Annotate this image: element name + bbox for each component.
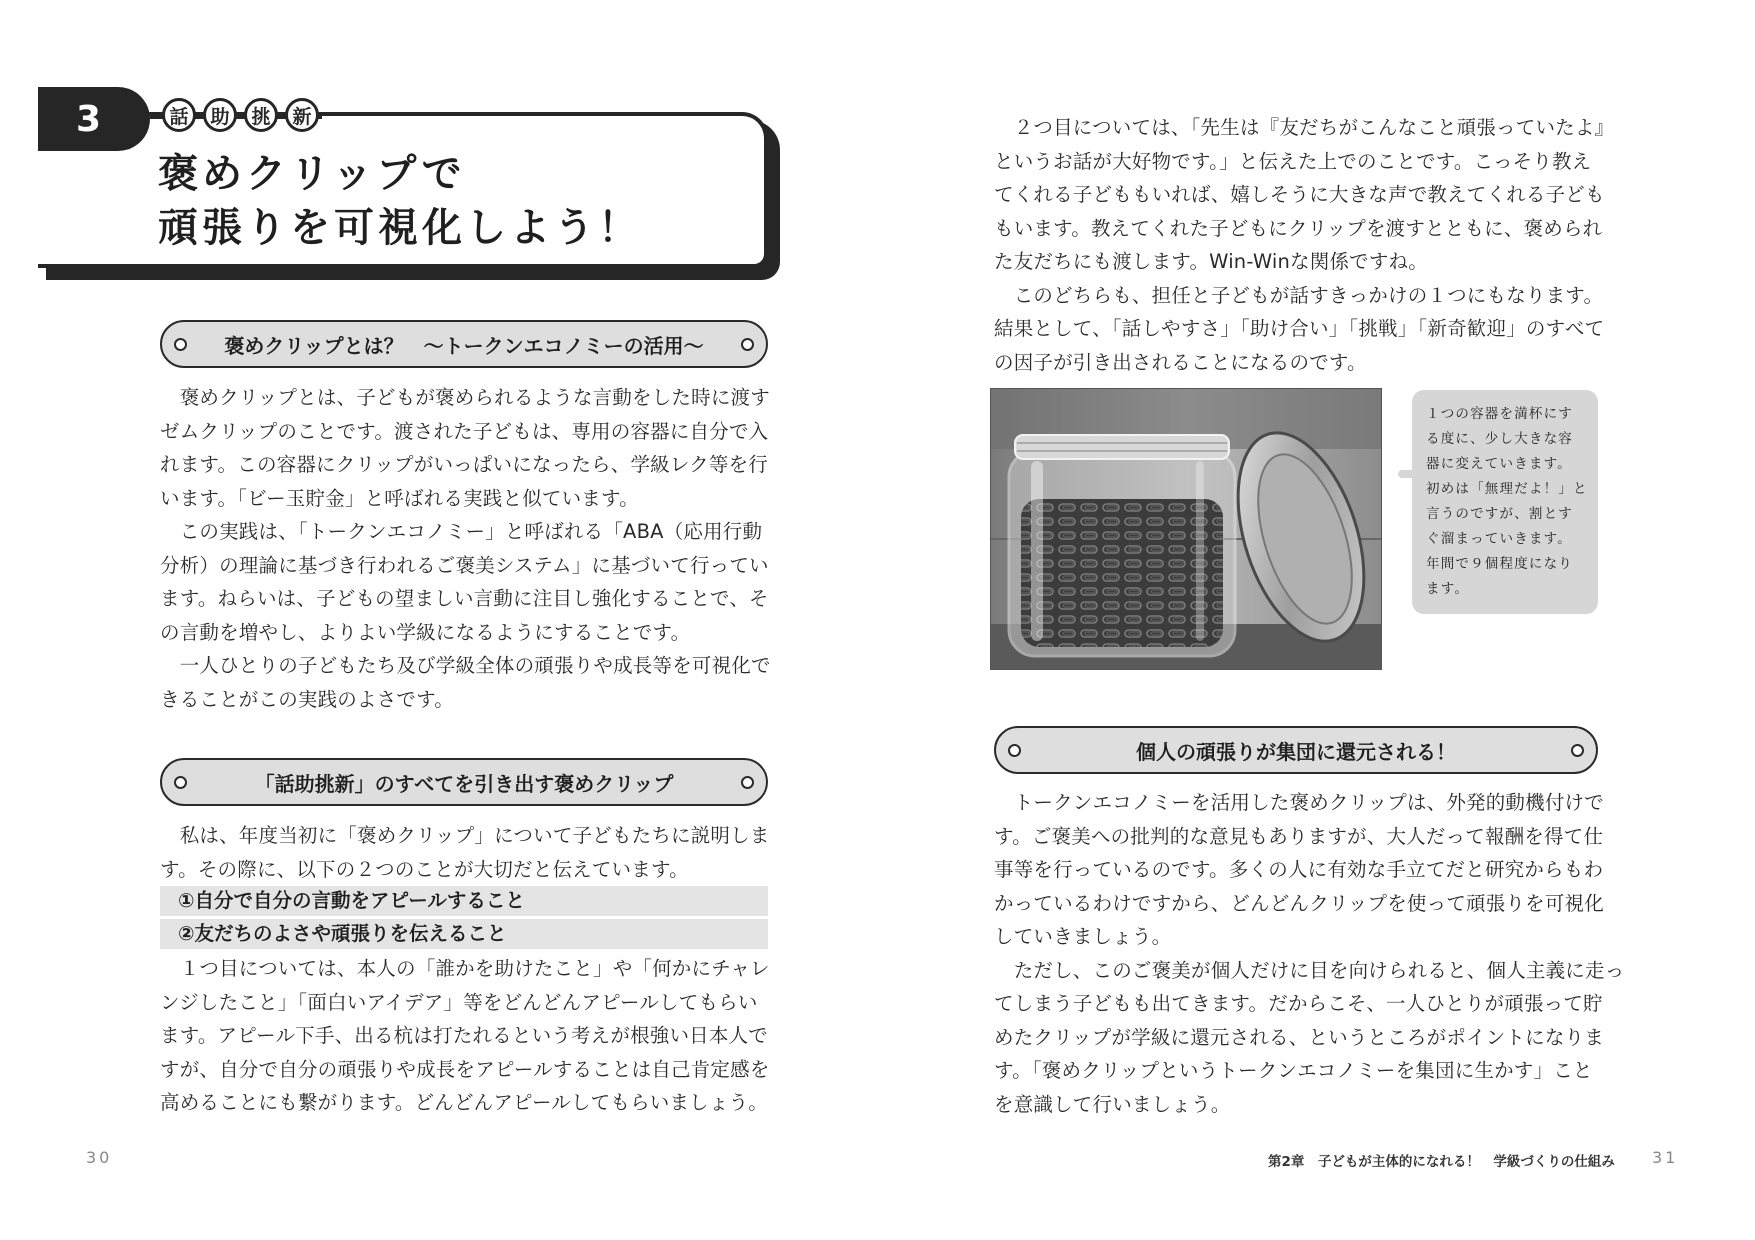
page-title-line-2: 頑張りを可視化しよう！	[158, 205, 642, 251]
text-line: 高めることにも繋がります。どんどんアピールしてもらいましょう。	[160, 1091, 768, 1114]
text-line: す。ご褒美への批判的な意見もありますが、大人だって報酬を得て仕	[994, 824, 1604, 848]
text-line: す。その際に、以下の２つのことが大切だと伝えています。	[160, 857, 689, 881]
tag-help: 助	[203, 98, 237, 132]
section-1-body	[160, 381, 771, 716]
caption-line: 器に変えていきます。	[1426, 456, 1572, 472]
text-line: 一人ひとりの子どもたち及び学級全体の頑張りや成長等を可視化で	[160, 654, 771, 677]
caption-line: 初めは「無理だよ！」と	[1426, 481, 1588, 497]
text-line: していきましょう。	[994, 925, 1172, 948]
jar-illustration	[991, 389, 1382, 670]
caption-line: ぐ溜まっていきます。	[1426, 531, 1572, 547]
text-line: この実践は、「トークンエコノミー」と呼ばれる「ABA（応用行動	[160, 520, 763, 543]
point-2: ②友だちのよさや頑張りを伝えること	[160, 919, 768, 949]
section-2-intro	[160, 819, 770, 886]
caption-line: ます。	[1426, 581, 1470, 597]
photo-caption	[1412, 390, 1598, 614]
section-heading-2	[160, 758, 768, 806]
right-top-body	[994, 111, 1614, 379]
text-line: 私は、年度当初に「褒めクリップ」について子どもたちに説明しま	[160, 824, 770, 847]
text-line: 事等を行っているのです。多くの人に有効な手立てだと研究からもわ	[994, 858, 1604, 881]
text-line: めたクリップが学級に還元される、というところがポイントになりま	[994, 1025, 1604, 1049]
text-line: ゼムクリップのことです。渡された子どもは、専用の容器に自分で入	[160, 419, 769, 443]
text-line: の因子が引き出されることになるのです。	[994, 350, 1367, 374]
text-line: ンジしたこと」「面白いアイデア」等をどんどんアピールしてもらい	[160, 990, 758, 1014]
section-heading-1	[160, 320, 768, 368]
bullet-dot-icon	[741, 776, 754, 789]
text-line: れます。この容器にクリップがいっぱいになったら、学級レク等を行	[160, 453, 768, 476]
section-heading-2-text: 「話助挑新」のすべてを引き出す褒めクリップ	[254, 771, 674, 796]
text-line: ます。ねらいは、子どもの望ましい言動に注目し強化することで、そ	[160, 587, 769, 610]
section-heading-1-text: 褒めクリップとは？ ～トークンエコノミーの活用～	[224, 333, 704, 358]
bullet-dot-icon	[174, 338, 187, 351]
bullet-dot-icon	[1008, 744, 1021, 757]
point-1: ①自分で自分の言動をアピールすること	[160, 886, 768, 916]
text-line: このどちらも、担任と子どもが話すきっかけの１つにもなります。	[994, 283, 1604, 307]
tag-talk: 話	[162, 98, 196, 132]
text-line: の言動を増やし、よりよい学級になるようにすることです。	[160, 620, 691, 644]
text-line: ます。アピール下手、出る杭は打たれるという考えが根強い日本人で	[160, 1024, 768, 1047]
section-3-body	[994, 786, 1624, 1121]
text-line: ２つ目については、「先生は『友だちがこんなこと頑張っていたよ』	[994, 116, 1615, 139]
section-heading-3	[994, 726, 1598, 774]
text-line: います。「ビー玉貯金」と呼ばれる実践と似ています。	[160, 486, 639, 510]
text-line: ただし、このご褒美が個人だけに目を向けられると、個人主義に走っ	[994, 958, 1625, 982]
chapter-number: 3	[38, 87, 150, 151]
running-head: 第2章 子どもが主体的になれる！ 学級づくりの仕組み	[1268, 1154, 1615, 1170]
page-number-left: 30	[86, 1148, 113, 1167]
text-line: 結果として、「話しやすさ」「助け合い」「挑戦」「新奇歓迎」のすべて	[994, 317, 1605, 340]
text-line: というお話が大好物です。」と伝えた上でのことです。こっそり教え	[994, 149, 1592, 173]
text-line: す。「褒めクリップというトークンエコノミーを集団に生かす」こと	[994, 1059, 1593, 1082]
caption-line: １つの容器を満杯にす	[1426, 406, 1573, 422]
section-heading-3-text: 個人の頑張りが集団に還元される！	[1136, 739, 1456, 764]
text-line: トークンエコノミーを活用した褒めクリップは、外発的動機付けで	[994, 791, 1604, 814]
tag-novelty: 新	[285, 98, 319, 132]
text-line: 分析）の理論に基づき行われるご褒美システム」に基づいて行ってい	[160, 553, 769, 577]
text-line: １つ目については、本人の「誰かを助けたこと」や「何かにチャレ	[160, 957, 770, 980]
caption-line: る度に、少し大きな容	[1426, 431, 1573, 447]
text-line: てくれる子どももいれば、嬉しそうに大きな声で教えてくれる子ども	[994, 183, 1605, 206]
text-line: を意識して行いましょう。	[994, 1092, 1231, 1116]
caption-line: 年間で９個程度になり	[1426, 556, 1573, 572]
text-line: てしまう子どもも出てきます。だからこそ、一人ひとりが頑張って貯	[994, 992, 1603, 1015]
text-line: 褒めクリップとは、子どもが褒められるような言動をした時に渡す	[160, 386, 770, 409]
bullet-dot-icon	[174, 776, 187, 789]
text-line: すが、自分で自分の頑張りや成長をアピールすることは自己肯定感を	[160, 1057, 770, 1081]
text-line: た友だちにも渡します。Win-Winな関係ですね。	[994, 250, 1428, 273]
text-line: きることがこの実践のよさです。	[160, 687, 454, 711]
page-number-right: 31	[1652, 1148, 1679, 1167]
caption-line: 言うのですが、割とす	[1426, 506, 1573, 522]
tag-challenge: 挑	[244, 98, 278, 132]
text-line: もいます。教えてくれた子どもにクリップを渡すとともに、褒められ	[994, 216, 1603, 240]
section-2-body	[160, 952, 770, 1120]
clip-jar-photo	[990, 388, 1382, 670]
bullet-dot-icon	[741, 338, 754, 351]
text-line: かっているわけですから、どんどんクリップを使って頑張りを可視化	[994, 891, 1604, 915]
bullet-dot-icon	[1571, 744, 1584, 757]
page-title-line-1: 褒めクリップで	[158, 151, 466, 197]
